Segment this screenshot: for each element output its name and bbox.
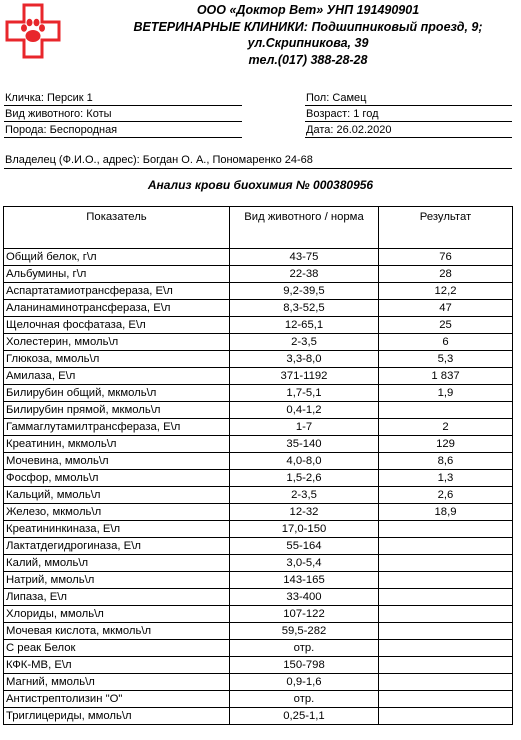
- table-row: [4, 691, 513, 708]
- cell-norm: 22-38: [230, 266, 379, 283]
- table-row: [4, 674, 513, 691]
- table-header-row: [4, 207, 513, 249]
- cell-result: 8,6: [379, 453, 513, 470]
- cell-result: [379, 708, 513, 725]
- table-row: [4, 402, 513, 419]
- cell-norm: 150-798: [230, 657, 379, 674]
- cell-norm: 0,25-1,1: [230, 708, 379, 725]
- cell-result: 47: [379, 300, 513, 317]
- cell-norm: 35-140: [230, 436, 379, 453]
- cell-norm: 107-122: [230, 606, 379, 623]
- cell-parameter: Аланинаминотрансфераза, Е\л: [4, 300, 230, 317]
- table-row: [4, 589, 513, 606]
- cell-norm: 33-400: [230, 589, 379, 606]
- divider: [305, 137, 512, 138]
- cell-parameter: Триглицериды, ммоль\л: [4, 708, 230, 725]
- cell-norm: 2-3,5: [230, 334, 379, 351]
- table-row: [4, 266, 513, 283]
- cell-parameter: Кальций, ммоль\л: [4, 487, 230, 504]
- clinic-phone: тел.(017) 388-28-28: [248, 52, 368, 67]
- table-row: [4, 521, 513, 538]
- cell-result: 1,3: [379, 470, 513, 487]
- cell-result: [379, 623, 513, 640]
- cell-parameter: Билирубин прямой, мкмоль\л: [4, 402, 230, 419]
- cell-result: 2,6: [379, 487, 513, 504]
- cell-parameter: Липаза, Е\л: [4, 589, 230, 606]
- cell-parameter: Креатининкиназа, Е\л: [4, 521, 230, 538]
- pet-age: Возраст: 1 год: [306, 108, 379, 120]
- table-row: [4, 623, 513, 640]
- cell-norm: отр.: [230, 640, 379, 657]
- cell-norm: 4,0-8,0: [230, 453, 379, 470]
- cell-parameter: Альбумины, г\л: [4, 266, 230, 283]
- cell-result: [379, 521, 513, 538]
- cell-parameter: Магний, ммоль\л: [4, 674, 230, 691]
- cell-parameter: Холестерин, ммоль\л: [4, 334, 230, 351]
- cell-result: 6: [379, 334, 513, 351]
- cell-result: 129: [379, 436, 513, 453]
- cell-parameter: Натрий, ммоль\л: [4, 572, 230, 589]
- cell-norm: 0,9-1,6: [230, 674, 379, 691]
- clinic-name: ООО «Доктор Вет» УНП 191490901: [196, 3, 420, 17]
- header-norm: Вид животного / норма: [230, 207, 379, 249]
- cell-norm: 17,0-150: [230, 521, 379, 538]
- table-row: [4, 351, 513, 368]
- table-row: [4, 368, 513, 385]
- table-row: [4, 708, 513, 725]
- cell-parameter: Фосфор, ммоль\л: [4, 470, 230, 487]
- table-row: [4, 640, 513, 657]
- cell-result: [379, 657, 513, 674]
- table-row: [4, 283, 513, 300]
- cell-parameter: КФК-МВ, Е\л: [4, 657, 230, 674]
- cell-norm: 55-164: [230, 538, 379, 555]
- clinic-header: [108, 2, 508, 68]
- table-row: [4, 572, 513, 589]
- clinic-logo-cross-icon: [4, 2, 62, 60]
- cell-result: 1,9: [379, 385, 513, 402]
- cell-result: [379, 606, 513, 623]
- cell-norm: 1,7-5,1: [230, 385, 379, 402]
- cell-result: 76: [379, 249, 513, 266]
- cell-norm: 9,2-39,5: [230, 283, 379, 300]
- owner-info: Владелец (Ф.И.О., адрес): Богдан О. А., Пономаренко 24-68: [5, 154, 313, 166]
- cell-parameter: Хлориды, ммоль\л: [4, 606, 230, 623]
- cell-result: [379, 572, 513, 589]
- cell-norm: 12-65,1: [230, 317, 379, 334]
- divider: [4, 105, 242, 106]
- pet-name: Кличка: Персик 1: [5, 92, 93, 104]
- cell-norm: 8,3-52,5: [230, 300, 379, 317]
- clinic-address: ВЕТЕРИНАРНЫЕ КЛИНИКИ: Подшипниковый проезд, 9;: [133, 19, 483, 34]
- cell-parameter: С реак Белок: [4, 640, 230, 657]
- table-row: [4, 385, 513, 402]
- table-row: [4, 487, 513, 504]
- cell-norm: 1,5-2,6: [230, 470, 379, 487]
- table-row: [4, 453, 513, 470]
- cell-result: 25: [379, 317, 513, 334]
- cell-result: 12,2: [379, 283, 513, 300]
- cell-result: 2: [379, 419, 513, 436]
- divider: [4, 121, 242, 122]
- cell-parameter: Мочевина, ммоль\л: [4, 453, 230, 470]
- table-row: [4, 470, 513, 487]
- analysis-date: Дата: 26.02.2020: [306, 124, 392, 136]
- clinic-address-2: ул.Скрипникова, 39: [247, 36, 369, 50]
- cell-parameter: Билирубин общий, мкмоль\л: [4, 385, 230, 402]
- divider: [4, 168, 512, 169]
- analysis-title: Анализ крови биохимия № 000380956: [147, 178, 374, 192]
- header-parameter: Показатель: [4, 207, 230, 249]
- pet-breed: Порода: Беспородная: [5, 124, 118, 136]
- table-row: [4, 334, 513, 351]
- cell-parameter: Щелочная фосфатаза, Е\л: [4, 317, 230, 334]
- cell-parameter: Мочевая кислота, мкмоль\л: [4, 623, 230, 640]
- cell-parameter: Антистрептолизин "О": [4, 691, 230, 708]
- cell-norm: 143-165: [230, 572, 379, 589]
- table-row: [4, 555, 513, 572]
- cell-parameter: Аспартатамиотрансфераза, Е\л: [4, 283, 230, 300]
- cell-norm: 0,4-1,2: [230, 402, 379, 419]
- cell-result: [379, 589, 513, 606]
- cell-result: [379, 640, 513, 657]
- cell-norm: 1-7: [230, 419, 379, 436]
- divider: [305, 105, 512, 106]
- results-table: [3, 206, 513, 725]
- cell-parameter: Калий, ммоль\л: [4, 555, 230, 572]
- cell-norm: 371-1192: [230, 368, 379, 385]
- cell-result: [379, 555, 513, 572]
- cell-norm: 3,0-5,4: [230, 555, 379, 572]
- table-row: [4, 249, 513, 266]
- table-row: [4, 317, 513, 334]
- pet-species: Вид животного: Коты: [5, 108, 112, 120]
- cell-parameter: Железо, мкмоль\л: [4, 504, 230, 521]
- divider: [305, 121, 512, 122]
- cell-parameter: Лактатдегидрогиназа, Е\л: [4, 538, 230, 555]
- cell-norm: отр.: [230, 691, 379, 708]
- table-row: [4, 538, 513, 555]
- divider: [4, 137, 242, 138]
- table-row: [4, 606, 513, 623]
- cell-result: 28: [379, 266, 513, 283]
- cell-result: [379, 691, 513, 708]
- table-row: [4, 300, 513, 317]
- cell-parameter: Общий белок, г\л: [4, 249, 230, 266]
- cell-parameter: Амилаза, Е\л: [4, 368, 230, 385]
- cell-result: [379, 402, 513, 419]
- cell-norm: 43-75: [230, 249, 379, 266]
- table-row: [4, 436, 513, 453]
- cell-norm: 3,3-8,0: [230, 351, 379, 368]
- table-row: [4, 419, 513, 436]
- table-row: [4, 657, 513, 674]
- cell-parameter: Креатинин, мкмоль\л: [4, 436, 230, 453]
- cell-norm: 2-3,5: [230, 487, 379, 504]
- cell-parameter: Гаммаглутамилтрансфераза, Е\л: [4, 419, 230, 436]
- cell-parameter: Глюкоза, ммоль\л: [4, 351, 230, 368]
- cell-result: 18,9: [379, 504, 513, 521]
- cell-result: [379, 538, 513, 555]
- cell-norm: 12-32: [230, 504, 379, 521]
- cell-result: 1 837: [379, 368, 513, 385]
- cell-result: [379, 674, 513, 691]
- cell-norm: 59,5-282: [230, 623, 379, 640]
- table-row: [4, 504, 513, 521]
- cell-result: 5,3: [379, 351, 513, 368]
- pet-sex: Пол: Самец: [306, 92, 367, 104]
- header-result: Результат: [379, 207, 513, 249]
